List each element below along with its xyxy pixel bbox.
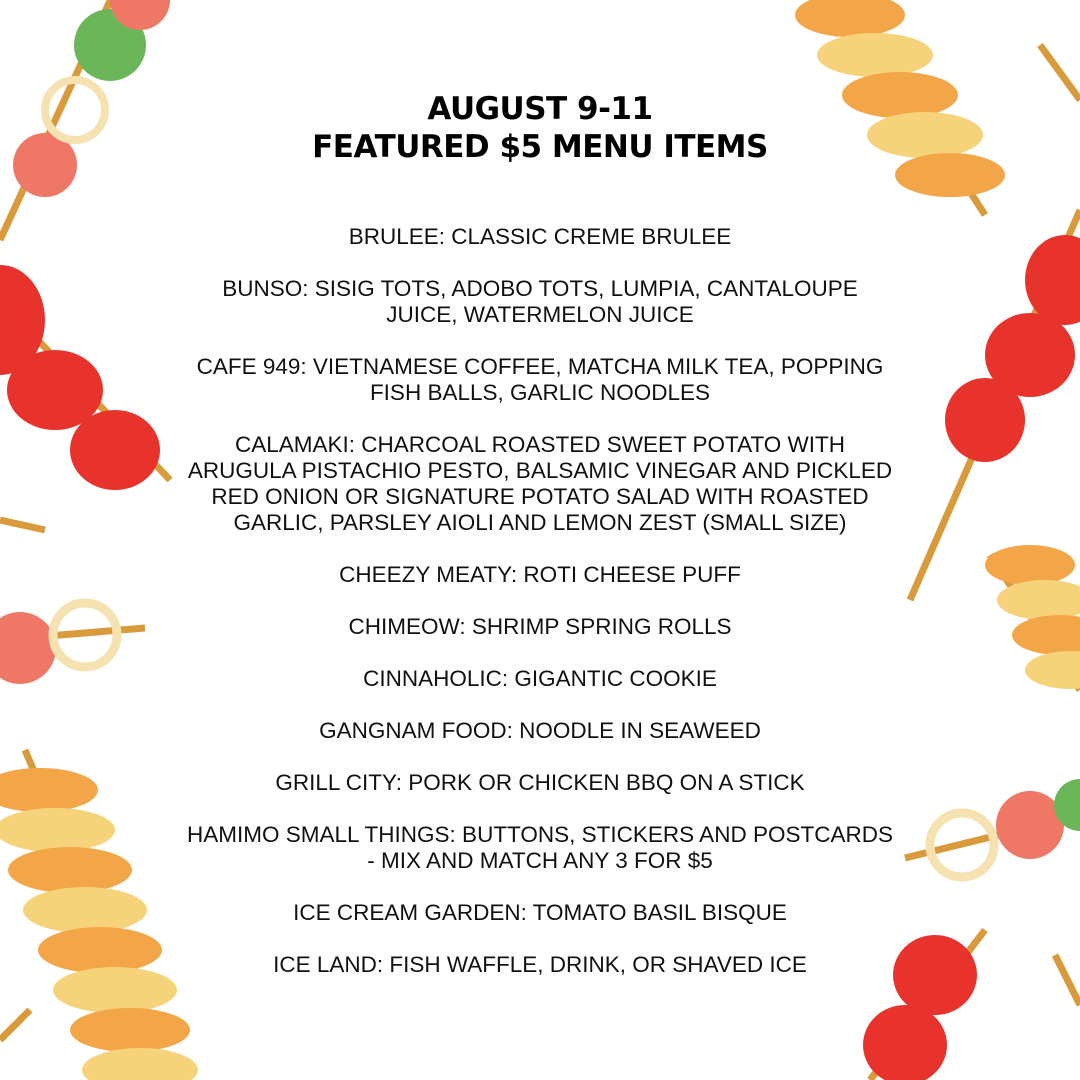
menu-item-line: GARLIC, PARSLEY AIOLI AND LEMON ZEST (SMALL SIZE) xyxy=(233,510,847,535)
menu-item-line: CHIMEOW: SHRIMP SPRING ROLLS xyxy=(348,614,732,639)
menu-item-line: BRULEE: CLASSIC CREME BRULEE xyxy=(348,224,732,249)
menu-item-line: CAFE 949: VIETNAMESE COFFEE, MATCHA MILK TEA, POPPING xyxy=(196,354,884,379)
menu-item xyxy=(180,900,900,926)
menu-item-line: HAMIMO SMALL THINGS: BUTTONS, STICKERS AND POSTCARDS xyxy=(187,822,893,847)
ball-skewer-left xyxy=(0,603,145,684)
menu-item-line: CINNAHOLIC: GIGANTIC COOKIE xyxy=(363,666,717,691)
menu-item xyxy=(180,666,900,692)
menu-item-line: ICE CREAM GARDEN: TOMATO BASIL BISQUE xyxy=(293,900,787,925)
ball-skewer-right xyxy=(905,779,1080,877)
menu-item xyxy=(180,276,900,328)
menu-item xyxy=(180,432,900,536)
menu-item xyxy=(180,562,900,588)
strawberry-skewer-left xyxy=(0,265,170,530)
menu-item-line: CALAMAKI: CHARCOAL ROASTED SWEET POTATO WITH xyxy=(234,432,846,457)
menu-item xyxy=(180,952,900,978)
potato-skewer-bottom-left xyxy=(0,750,198,1080)
menu-item-line: - MIX AND MATCH ANY 3 FOR $5 xyxy=(367,848,713,873)
menu-item-line: GANGNAM FOOD: NOODLE IN SEAWEED xyxy=(319,718,761,743)
menu-item-line: RED ONION OR SIGNATURE POTATO SALAD WITH ROASTED xyxy=(211,484,869,509)
menu-item xyxy=(180,614,900,640)
potato-skewer-right xyxy=(985,545,1080,690)
menu-item-line: ARUGULA PISTACHIO PESTO, BALSAMIC VINEGAR AND PICKLED xyxy=(187,458,893,483)
title-date: AUGUST 9-11 xyxy=(427,91,653,127)
menu-item xyxy=(180,770,900,796)
menu-item-line: JUICE, WATERMELON JUICE xyxy=(386,302,694,327)
page-title xyxy=(180,90,900,166)
menu-item xyxy=(180,718,900,744)
menu-item-list xyxy=(180,224,900,1004)
title-heading: FEATURED $5 MENU ITEMS xyxy=(312,129,768,165)
strawberry-skewer-right xyxy=(910,210,1080,600)
menu-item-line: GRILL CITY: PORK OR CHICKEN BBQ ON A STICK xyxy=(275,770,805,795)
ball-skewer-top-left xyxy=(0,0,170,240)
menu-item-line: BUNSO: SISIG TOTS, ADOBO TOTS, LUMPIA, CANTALOUPE xyxy=(222,276,858,301)
menu-item-line: CHEEZY MEATY: ROTI CHEESE PUFF xyxy=(339,562,741,587)
menu-item-line: ICE LAND: FISH WAFFLE, DRINK, OR SHAVED ICE xyxy=(273,952,807,977)
menu-item-line: FISH BALLS, GARLIC NOODLES xyxy=(369,380,711,405)
menu-item xyxy=(180,822,900,874)
menu-item xyxy=(180,354,900,406)
menu-item xyxy=(180,224,900,250)
